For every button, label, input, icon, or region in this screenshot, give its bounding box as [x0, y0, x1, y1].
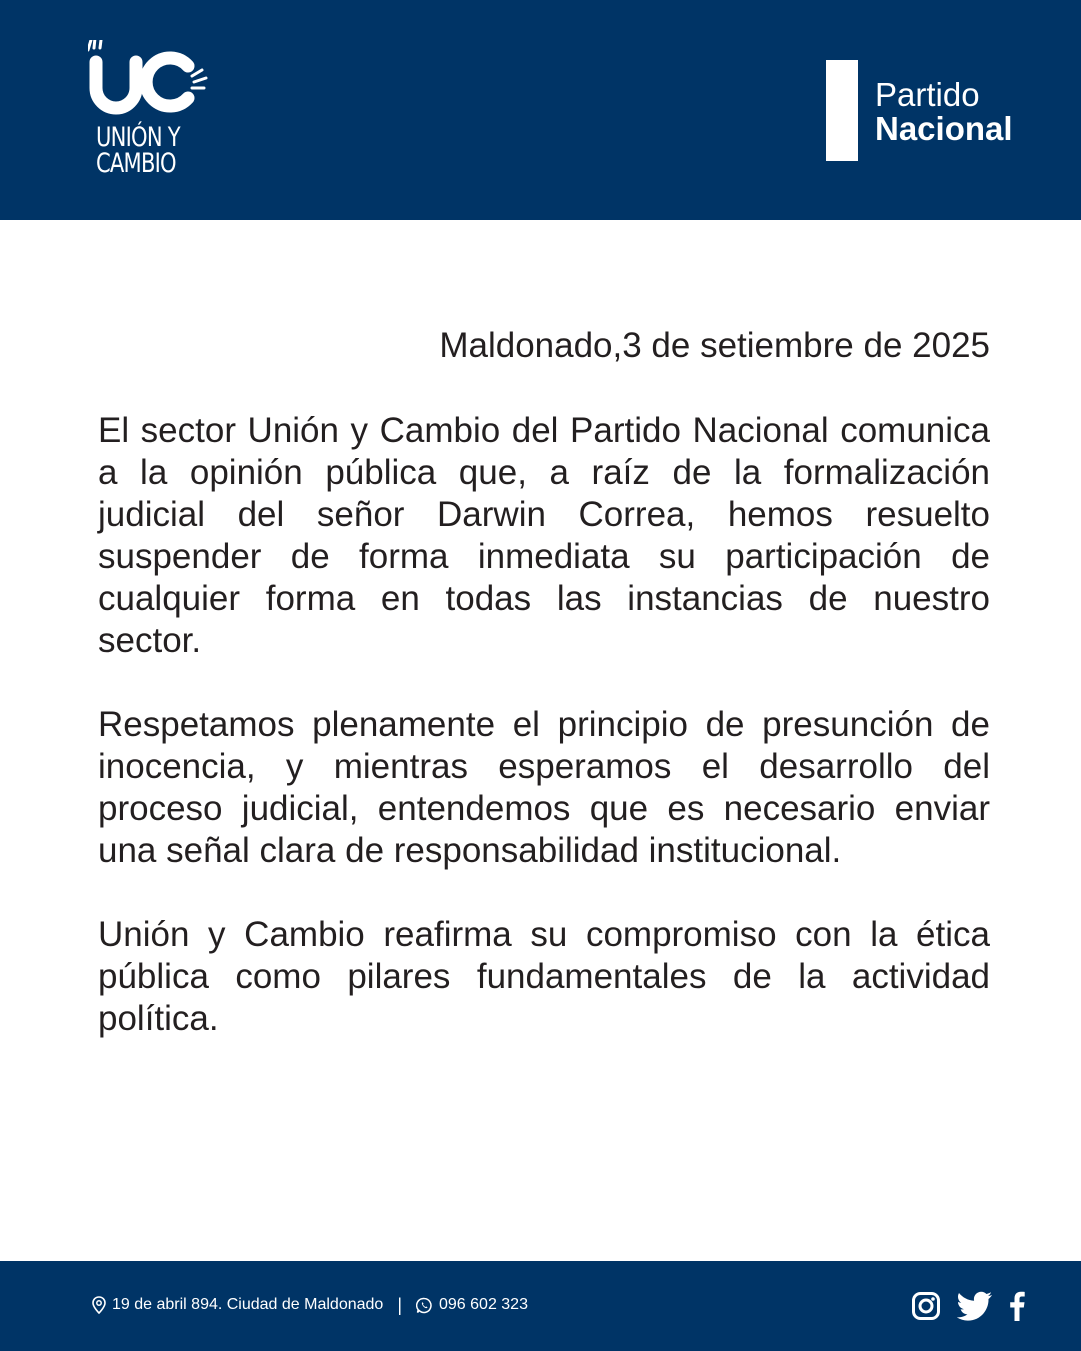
address-text: 19 de abril 894. Ciudad de Maldonado [112, 1296, 384, 1313]
contact-separator: | [397, 1295, 402, 1315]
footer-banner [0, 1261, 1081, 1351]
logo-text-line1: UNIÓN Y [96, 122, 180, 153]
union-y-cambio-logo [88, 40, 218, 185]
logo-text-line2: CAMBIO [96, 148, 176, 179]
paragraph-3: Unión y Cambio reafirma su compromiso con la ética pública como pilares fundamentales de la actividad política. [98, 915, 990, 1038]
letter-body [98, 322, 990, 1082]
whatsapp-icon [416, 1297, 433, 1314]
contact-info [92, 1294, 528, 1316]
partido-nacional-logo [875, 78, 1013, 146]
header-banner [0, 0, 1081, 220]
letter-date: Maldonado,3 de setiembre de 2025 [439, 326, 990, 365]
uc-hands-logo-icon [88, 40, 208, 120]
instagram-icon[interactable] [911, 1291, 941, 1321]
party-name-line2: Nacional [875, 110, 1013, 147]
paragraph-2: Respetamos plenamente el principio de presunción de inocencia, y mientras esperamos el desarrollo del proceso judicial, entendemos que es necesario enviar una señal clara de responsabilidad institucional. [98, 705, 990, 870]
paragraph-1: El sector Unión y Cambio del Partido Nacional comunica a la opinión pública que, a raíz de la formalización judicial del señor Darwin Correa, hemos resuelto suspender de forma inmediata su participación de cualquier forma en todas las instancias de nuestro sector. [98, 411, 990, 660]
phone-text: 096 602 323 [439, 1296, 528, 1313]
partido-nacional-bar [826, 60, 858, 161]
twitter-icon[interactable] [957, 1291, 993, 1321]
party-name-line1: Partido [875, 76, 980, 113]
location-pin-icon [92, 1296, 106, 1314]
social-links [911, 1291, 1025, 1321]
facebook-icon[interactable] [1009, 1291, 1025, 1321]
